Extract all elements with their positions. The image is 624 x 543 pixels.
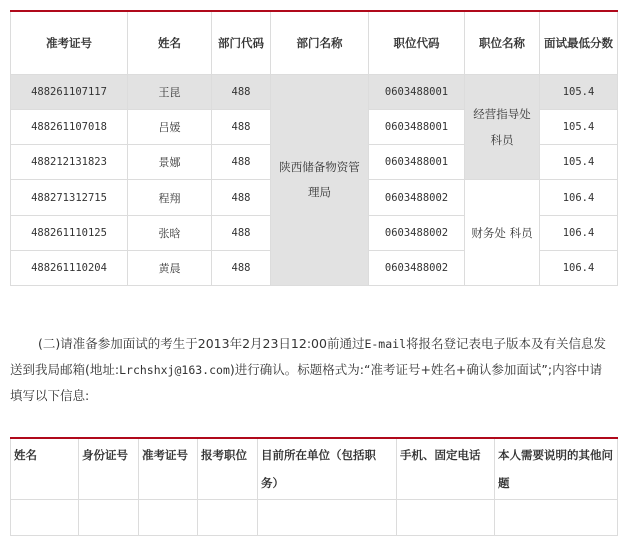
score-cell: 106.4 <box>540 215 618 250</box>
instruction-paragraph <box>10 331 614 409</box>
pos-code-cell: 0603488002 <box>369 250 465 285</box>
pos-code-cell: 0603488001 <box>369 74 465 109</box>
dept-code-cell: 488 <box>212 180 271 215</box>
email-address[interactable]: Lrchshxj@163.com <box>119 362 230 377</box>
dept-code-cell: 488 <box>212 74 271 109</box>
header-current-employer <box>258 438 397 499</box>
name-cell: 王昆 <box>128 74 212 109</box>
para-text-3: )进行确认。标题格式为:“准考证号+姓名+确认参加面试”;内容中请填写以下信息: <box>10 361 603 403</box>
empty-cell <box>258 499 397 536</box>
empty-cell <box>198 499 258 536</box>
name-cell: 景娜 <box>128 145 212 180</box>
header-name <box>11 438 79 499</box>
pos-code-cell: 0603488001 <box>369 145 465 180</box>
header-min-score <box>540 11 618 74</box>
name-cell: 程翔 <box>128 180 212 215</box>
para-email-word: E-mail <box>364 336 406 351</box>
score-cell: 105.4 <box>540 74 618 109</box>
empty-cell <box>11 499 79 536</box>
header-id-number <box>79 438 139 499</box>
dept-code-cell: 488 <box>212 145 271 180</box>
header-min-score-label: 面试最低分数 <box>544 35 613 50</box>
name-cell: 吕媛 <box>128 110 212 145</box>
exam-id-cell: 488212131823 <box>11 145 128 180</box>
pos-code-cell: 0603488002 <box>369 215 465 250</box>
header-name-label: 姓名 <box>14 448 37 462</box>
score-cell: 106.4 <box>540 250 618 285</box>
para-text-2: 将报名登记表电子版本及有关信息发送到我局邮箱(地址: <box>10 335 607 377</box>
empty-cell <box>397 499 495 536</box>
header-exam-id: 准考证号 <box>11 11 128 74</box>
dept-name-cell: 陕西储备物资管理局 <box>271 74 369 285</box>
header-other-notes <box>495 438 618 499</box>
header-current-employer-label: 目前所在单位（包括职务） <box>261 448 376 490</box>
score-cell: 105.4 <box>540 110 618 145</box>
score-table <box>10 10 618 286</box>
exam-id-cell: 488271312715 <box>11 180 128 215</box>
exam-id-cell: 488261110204 <box>11 250 128 285</box>
pos-code-cell: 0603488002 <box>369 180 465 215</box>
empty-cell <box>79 499 139 536</box>
dept-code-cell: 488 <box>212 250 271 285</box>
exam-id-cell: 488261107018 <box>11 110 128 145</box>
exam-id-cell: 488261107117 <box>11 74 128 109</box>
header-name: 姓名 <box>128 11 212 74</box>
header-dept-code: 部门代码 <box>212 11 271 74</box>
header-phone-label: 手机、固定电话 <box>400 448 481 462</box>
table-row <box>11 499 618 536</box>
score-cell: 106.4 <box>540 180 618 215</box>
info-form-table <box>10 437 618 536</box>
position-name-cell-1: 经营指导处科员 <box>465 74 540 180</box>
header-id-number-label: 身份证号 <box>82 448 128 462</box>
header-pos-code: 职位代码 <box>369 11 465 74</box>
empty-cell <box>139 499 198 536</box>
info-table-header <box>11 438 618 499</box>
pos-code-cell: 0603488001 <box>369 110 465 145</box>
header-applied-position-label: 报考职位 <box>201 448 247 462</box>
dept-code-cell: 488 <box>212 215 271 250</box>
exam-id-cell: 488261110125 <box>11 215 128 250</box>
header-pos-name: 职位名称 <box>465 11 540 74</box>
para-text-1: (二)请准备参加面试的考生于2013年2月23日12:00前通过 <box>38 335 365 351</box>
name-cell: 黄晨 <box>128 250 212 285</box>
score-table-header <box>11 11 618 74</box>
name-cell: 张晗 <box>128 215 212 250</box>
empty-cell <box>495 499 618 536</box>
header-other-notes-label: 本人需要说明的其他问题 <box>498 448 613 490</box>
header-exam-id <box>139 438 198 499</box>
header-dept-name: 部门名称 <box>271 11 369 74</box>
header-phone <box>397 438 495 499</box>
header-exam-id-label: 准考证号 <box>142 448 188 462</box>
score-cell: 105.4 <box>540 145 618 180</box>
dept-code-cell: 488 <box>212 110 271 145</box>
header-applied-position <box>198 438 258 499</box>
position-name-cell-2: 财务处 科员 <box>465 180 540 286</box>
table-row <box>11 74 618 109</box>
